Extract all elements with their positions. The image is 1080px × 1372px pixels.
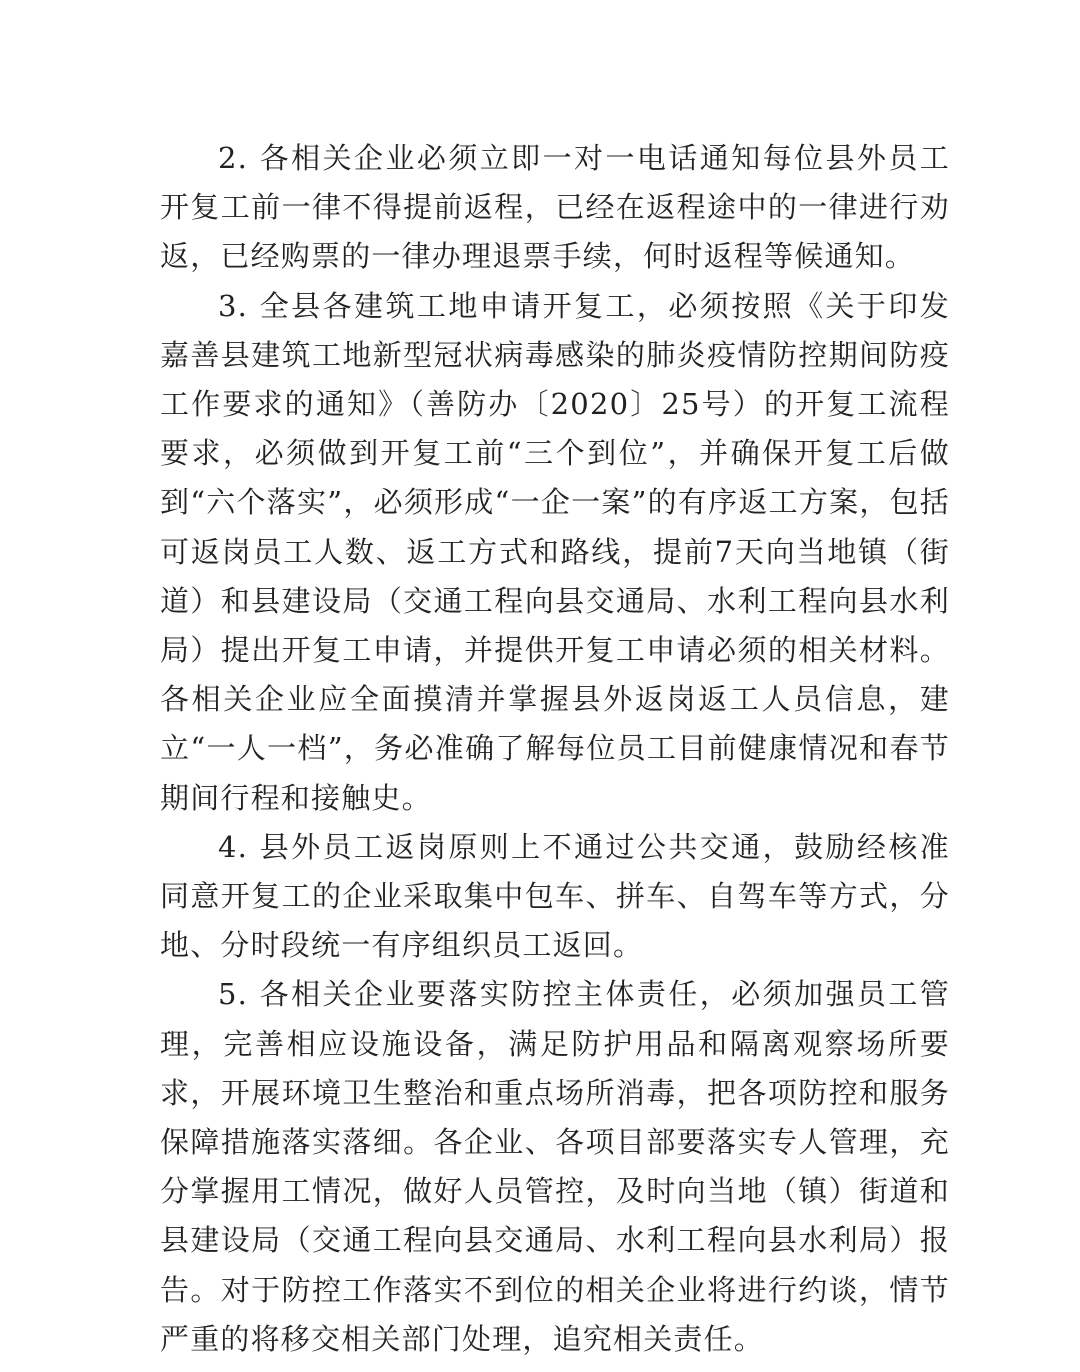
- paragraph-item-4: 4. 县外员工返岗原则上不通过公共交通，鼓励经核准同意开复工的企业采取集中包车、拼车、自驾车等方式，分地、分时段统一有序组织员工返回。: [160, 829, 950, 963]
- paragraph-item-3: 3. 全县各建筑工地申请开复工，必须按照《关于印发嘉善县建筑工地新型冠状病毒感染的肺炎疫情防控期间防疫工作要求的通知》（善防办〔2020〕25号）的开复工流程要求，必须做到开复工前“三个到位”，并确保开复工后做到“六个落实”，必须形成“一企一案”的有序返工方案，包括可返岗员工人数、返工方式和路线，提前7天向当地镇（街道）和县建设局（交通工程向县交通局、水利工程向县水利局）提出开复工申请，并提供开复工申请必须的相关材料。各相关企业应全面摸清并掌握县外返岗返工人员信息，建立“一人一档”，务必准确了解每位员工目前健康情况和春节期间行程和接触史。: [160, 288, 950, 815]
- paragraph-item-2: 2. 各相关企业必须立即一对一电话通知每位县外员工开复工前一律不得提前返程，已经在返程途中的一律进行劝返，已经购票的一律办理退票手续，何时返程等候通知。: [160, 141, 950, 274]
- document-body: [160, 134, 950, 1364]
- paragraph-item-5: 5. 各相关企业要落实防控主体责任，必须加强员工管理，完善相应设施设备，满足防护用品和隔离观察场所要求，开展环境卫生整治和重点场所消毒，把各项防控和服务保障措施落实落细。各企业、各项目部要落实专人管理，充分掌握用工情况，做好人员管控，及时向当地（镇）街道和县建设局（交通工程向县交通局、水利工程向县水利局）报告。对于防控工作落实不到位的相关企业将进行约谈，情节严重的将移交相关部门处理，追究相关责任。: [160, 977, 950, 1356]
